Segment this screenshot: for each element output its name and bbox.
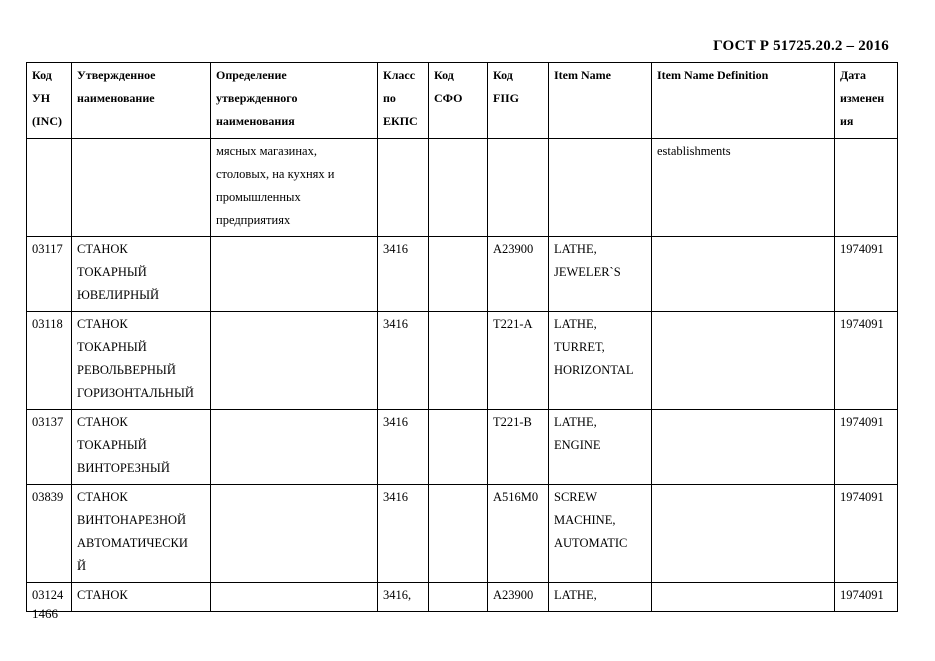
cell-item-name-definition — [652, 312, 835, 410]
cell-inc-code — [27, 410, 72, 485]
cell-line: наименование — [77, 91, 155, 105]
cell-fiig-code — [488, 485, 549, 583]
cell-line: establishments — [657, 144, 731, 158]
cell-line: LATHE, — [554, 588, 597, 602]
cell-item-name-definition — [652, 410, 835, 485]
cell-approved-name — [72, 410, 211, 485]
cell-line: 3416, — [383, 588, 412, 602]
cell-approved-name — [72, 139, 211, 237]
cell-line: 03137 — [32, 415, 64, 429]
cell-change-date — [835, 583, 898, 612]
cell-inc-code — [27, 485, 72, 583]
cell-line: 1974091 — [840, 242, 884, 256]
cell-line: AUTOMATIC — [554, 536, 628, 550]
cell-line: MACHINE, — [554, 513, 616, 527]
cell-line: JEWELER`S — [554, 265, 621, 279]
column-header-ekps-class — [378, 63, 429, 139]
document-title: ГОСТ Р 51725.20.2 – 2016 — [713, 38, 889, 54]
cell-fiig-code — [488, 139, 549, 237]
cell-line: ТОКАРНЫЙ — [77, 340, 147, 354]
cell-item-name — [549, 237, 652, 312]
cell-change-date — [835, 237, 898, 312]
table-row — [27, 139, 898, 237]
cell-line: 3416 — [383, 242, 408, 256]
cell-line: 03124 — [32, 588, 64, 602]
cell-ekps-class — [378, 485, 429, 583]
cell-line: Код — [493, 68, 513, 82]
column-header-sfo-code — [429, 63, 488, 139]
cell-item-name — [549, 139, 652, 237]
cell-line: промышленных — [216, 190, 301, 204]
cell-name-definition — [211, 312, 378, 410]
cell-line: A516M0 — [493, 490, 539, 504]
cell-item-name-definition — [652, 583, 835, 612]
cell-line: СТАНОК — [77, 317, 128, 331]
cell-line: TURRET, — [554, 340, 605, 354]
header-row — [27, 63, 898, 139]
cell-fiig-code — [488, 312, 549, 410]
cell-fiig-code — [488, 583, 549, 612]
cell-line: УН — [32, 91, 51, 105]
cell-line: 3416 — [383, 317, 408, 331]
column-header-approved-name — [72, 63, 211, 139]
cell-inc-code — [27, 312, 72, 410]
cell-sfo-code — [429, 485, 488, 583]
cell-change-date — [835, 485, 898, 583]
cell-ekps-class — [378, 583, 429, 612]
table-row — [27, 237, 898, 312]
cell-name-definition — [211, 237, 378, 312]
table-row — [27, 410, 898, 485]
column-header-item-name — [549, 63, 652, 139]
cell-sfo-code — [429, 139, 488, 237]
cell-line: ия — [840, 114, 854, 128]
cell-item-name — [549, 583, 652, 612]
cell-line: СФО — [434, 91, 463, 105]
cell-item-name-definition — [652, 139, 835, 237]
column-header-name-definition — [211, 63, 378, 139]
cell-change-date — [835, 312, 898, 410]
cell-line: FIIG — [493, 91, 520, 105]
cell-line: 3416 — [383, 490, 408, 504]
item-name-table — [26, 62, 898, 612]
cell-line: СТАНОК — [77, 242, 128, 256]
cell-ekps-class — [378, 139, 429, 237]
cell-sfo-code — [429, 583, 488, 612]
cell-line: ТОКАРНЫЙ — [77, 438, 147, 452]
cell-approved-name — [72, 583, 211, 612]
cell-line: ТОКАРНЫЙ — [77, 265, 147, 279]
column-header-inc-code — [27, 63, 72, 139]
cell-name-definition — [211, 410, 378, 485]
cell-line: SCREW — [554, 490, 598, 504]
cell-line: изменен — [840, 91, 885, 105]
cell-line: Определение — [216, 68, 287, 82]
cell-line: Код — [32, 68, 52, 82]
cell-name-definition — [211, 485, 378, 583]
cell-line: Й — [77, 559, 87, 573]
column-header-item-name-definition — [652, 63, 835, 139]
cell-line: наименования — [216, 114, 295, 128]
cell-line: столовых, на кухнях и — [216, 167, 335, 181]
cell-fiig-code — [488, 410, 549, 485]
cell-line: по — [383, 91, 396, 105]
cell-change-date — [835, 410, 898, 485]
table-row — [27, 485, 898, 583]
cell-item-name-definition — [652, 237, 835, 312]
table-body — [27, 139, 898, 612]
cell-approved-name — [72, 312, 211, 410]
cell-line: СТАНОК — [77, 588, 128, 602]
cell-line: LATHE, — [554, 242, 597, 256]
cell-name-definition — [211, 139, 378, 237]
cell-line: Дата — [840, 68, 866, 82]
cell-sfo-code — [429, 237, 488, 312]
cell-line: ЕКПС — [383, 114, 418, 128]
cell-item-name — [549, 410, 652, 485]
page-number: 1466 — [32, 606, 58, 621]
cell-line: Item Name Definition — [657, 68, 769, 82]
cell-line: СТАНОК — [77, 415, 128, 429]
cell-line: ВИНТОРЕЗНЫЙ — [77, 461, 170, 475]
column-header-fiig-code — [488, 63, 549, 139]
cell-ekps-class — [378, 312, 429, 410]
cell-line: 1974091 — [840, 415, 884, 429]
cell-line: Класс — [383, 68, 416, 82]
cell-line: LATHE, — [554, 415, 597, 429]
cell-line: ЮВЕЛИРНЫЙ — [77, 288, 160, 302]
cell-line: 1974091 — [840, 317, 884, 331]
cell-line: ГОРИЗОНТАЛЬНЫЙ — [77, 386, 194, 400]
cell-line: Утвержденное — [77, 68, 156, 82]
cell-line: ВИНТОНАРЕЗНОЙ — [77, 513, 187, 527]
cell-line: T221-B — [493, 415, 532, 429]
cell-line: Item Name — [554, 68, 611, 82]
table-header — [27, 63, 898, 139]
cell-line: 3416 — [383, 415, 408, 429]
cell-change-date — [835, 139, 898, 237]
cell-line: A23900 — [493, 242, 534, 256]
cell-item-name-definition — [652, 485, 835, 583]
column-header-change-date — [835, 63, 898, 139]
cell-sfo-code — [429, 312, 488, 410]
table-row — [27, 583, 898, 612]
cell-fiig-code — [488, 237, 549, 312]
cell-line: ENGINE — [554, 438, 601, 452]
cell-line: A23900 — [493, 588, 534, 602]
cell-line: 1974091 — [840, 588, 884, 602]
cell-line: T221-A — [493, 317, 533, 331]
cell-approved-name — [72, 485, 211, 583]
cell-inc-code — [27, 237, 72, 312]
cell-line: Код — [434, 68, 454, 82]
cell-item-name — [549, 312, 652, 410]
table-row — [27, 312, 898, 410]
cell-line: LATHE, — [554, 317, 597, 331]
cell-line: предприятиях — [216, 213, 291, 227]
cell-ekps-class — [378, 237, 429, 312]
cell-item-name — [549, 485, 652, 583]
cell-line: утвержденного — [216, 91, 298, 105]
cell-approved-name — [72, 237, 211, 312]
cell-ekps-class — [378, 410, 429, 485]
cell-line: 1974091 — [840, 490, 884, 504]
cell-line: РЕВОЛЬВЕРНЫЙ — [77, 363, 176, 377]
cell-name-definition — [211, 583, 378, 612]
cell-sfo-code — [429, 410, 488, 485]
cell-line: СТАНОК — [77, 490, 128, 504]
cell-line: HORIZONTAL — [554, 363, 634, 377]
cell-inc-code — [27, 139, 72, 237]
cell-line: 03118 — [32, 317, 63, 331]
cell-line: 03839 — [32, 490, 64, 504]
cell-line: АВТОМАТИЧЕСКИ — [77, 536, 188, 550]
cell-line: (INC) — [32, 114, 62, 128]
cell-line: мясных магазинах, — [216, 144, 317, 158]
cell-line: 03117 — [32, 242, 63, 256]
